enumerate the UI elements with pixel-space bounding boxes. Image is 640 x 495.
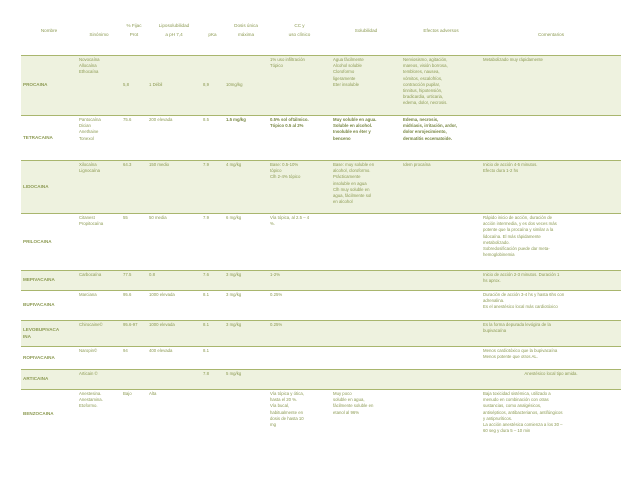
adverse-effects-cell: [401, 370, 481, 390]
drug-name: LEVOBUPIVACA INA: [21, 321, 77, 347]
table-row: [21, 214, 621, 271]
clinical-use-cell: [268, 370, 331, 390]
solubility-cell: Muy soluble en agua. Soluble en alcohol. Insoluble en éter y benceno: [331, 116, 401, 161]
pka-cell: 8,9: [201, 56, 224, 116]
max-dose-cell: 10mg/kg: [224, 56, 268, 116]
adverse-effects-cell: Nerviosismo, agitación, mareos, visión borrosa, temblores, nausea, vómitos, escalofríos, contracción pupilar, tinnitus, hipotensión, bradicardia, urticaria, edema, dolor, necrosis.: [401, 56, 481, 116]
drug-name: ROPIVACAINA: [21, 347, 77, 370]
liposolubility-cell: 200 elevada: [147, 116, 201, 161]
protein-binding-cell: 75.6: [121, 116, 147, 161]
header-efectos: Efectos adversos: [401, 21, 481, 41]
local-anesthetics-table: [21, 21, 621, 438]
pka-cell: 8.1: [201, 291, 224, 321]
synonyms-cell: Citanest Propitocaína: [77, 214, 121, 271]
protein-binding-cell: 95.6: [121, 291, 147, 321]
adverse-effects-cell: [401, 291, 481, 321]
comments-cell: Rápido inicio de acción, duración de acción intermedia, y es dos veces más potente que la procaína y similar a la lidocaína. El más rápidamente metabolizado. Sobredosificación puede dar meta- hemoglobinemia: [481, 214, 621, 271]
header-cc-1: CC y: [268, 21, 331, 31]
pka-cell: 8.1: [201, 321, 224, 347]
liposolubility-cell: 1000 elevada: [147, 291, 201, 321]
table-row: [21, 291, 621, 321]
synonyms-cell: Chirocaine©: [77, 321, 121, 347]
solubility-cell: [331, 271, 401, 291]
drug-name: ARTICAINA: [21, 370, 77, 390]
header-lipo-2: a pH 7,4: [147, 31, 201, 42]
header-nombre: Nombre: [21, 21, 77, 41]
header-solubilidad: Solubilidad: [331, 21, 401, 41]
drug-name: MEPIVACAINA: [21, 271, 77, 291]
solubility-cell: [331, 214, 401, 271]
header-comentarios: Comentarios: [481, 21, 621, 41]
solubility-cell: Base: muy soluble en alcohol, cloroformo. Prácticamente insoluble en agua Clh muy soluble en agua, fácilmente sol en alcohol: [331, 161, 401, 214]
comments-cell: [481, 116, 621, 161]
clinical-use-cell: 1% uso infiltración Tópico: [268, 56, 331, 116]
pka-cell: 7.9: [201, 214, 224, 271]
comments-cell: Inicio de acción 2-3 minutos. Duración 1 hs aprox.: [481, 271, 621, 291]
liposolubility-cell: 400 elevada: [147, 347, 201, 370]
synonyms-cell: Xilocaína Lignocaína: [77, 161, 121, 214]
protein-binding-cell: 5,8: [121, 56, 147, 116]
clinical-use-cell: 0.25%: [268, 321, 331, 347]
protein-binding-cell: 55: [121, 214, 147, 271]
table-body: [21, 56, 621, 438]
comments-cell: Anestésico local tipo amida.: [481, 370, 621, 390]
comments-cell: Baja toxicidad sistémica, utilizado a menudo en combinación con otras sustancias, como analgésicos, antisépticos, antibacterianos, antifúngicos y antipruríticos. La acción anestésica comienza a los 30 – 60 seg y dura 5 – 10 min: [481, 390, 621, 438]
clinical-use-cell: 1-2%: [268, 271, 331, 291]
max-dose-cell: 4 mg/kg: [224, 161, 268, 214]
comments-cell: Es la forma depurada levógira de la bupivacaína: [481, 321, 621, 347]
clinical-use-cell: Vía tópica y ótica, hasta el 20 %. Vía bucal, habitualmente en dosis de hasta 10 mg: [268, 390, 331, 438]
liposolubility-cell: Alta: [147, 390, 201, 438]
drug-name: TETRACAINA: [21, 116, 77, 161]
header-cc-2: uso clínico: [268, 31, 331, 42]
liposolubility-cell: [147, 370, 201, 390]
header-lipo-1: Liposolubilidad: [147, 21, 201, 31]
comments-cell: Duración de acción 3-4 hs y hasta 6hs con adrenalina. Es el anestésico local más cardiotóxico: [481, 291, 621, 321]
protein-binding-cell: [121, 370, 147, 390]
max-dose-cell: 3 mg/kg: [224, 321, 268, 347]
pka-cell: 7.9: [201, 161, 224, 214]
table-row: [21, 271, 621, 291]
solubility-cell: Muy poco soluble en agua, fácilmente soluble en etanol al 96%: [331, 390, 401, 438]
comments-cell: Menos cardiotóxico que la bupivacaína Menos potente que otros AL.: [481, 347, 621, 370]
synonyms-cell: Novocaína Allocaína Ethocaína: [77, 56, 121, 116]
adverse-effects-cell: Idem procaína: [401, 161, 481, 214]
synonyms-cell: Marciana: [77, 291, 121, 321]
drug-name: LIDOCAINA: [21, 161, 77, 214]
protein-binding-cell: 77.5: [121, 271, 147, 291]
max-dose-cell: 3 mg/kg: [224, 291, 268, 321]
table-header: [21, 21, 621, 56]
max-dose-cell: 5 mg/kg: [224, 370, 268, 390]
liposolubility-cell: 0.8: [147, 271, 201, 291]
header-dosis-2: máxima: [224, 31, 268, 42]
drug-name: PRILOCAINA: [21, 214, 77, 271]
table-row: [21, 347, 621, 370]
table-row: [21, 321, 621, 347]
header-fijac-2: Prot: [121, 31, 147, 42]
solubility-cell: [331, 291, 401, 321]
comments-cell: Inicio de acción 4-5 minutos. Efecto dura 1-2 hs: [481, 161, 621, 214]
synonyms-cell: Anestesina. Anestamina. Etoformo.: [77, 390, 121, 438]
clinical-use-cell: Vía tópica, al 2.5 – 4 %.: [268, 214, 331, 271]
table-row: [21, 116, 621, 161]
max-dose-cell: 3 mg/kg: [224, 271, 268, 291]
clinical-use-cell: 0.25%: [268, 291, 331, 321]
header-sinonimo: Sinónimo: [77, 31, 121, 42]
synonyms-cell: Articain ©: [77, 370, 121, 390]
synonyms-cell: Carbocaína: [77, 271, 121, 291]
pka-cell: 7.6: [201, 271, 224, 291]
pka-cell: 7.8: [201, 370, 224, 390]
max-dose-cell: 6 mg/kg: [224, 214, 268, 271]
solubility-cell: [331, 321, 401, 347]
liposolubility-cell: 150 medio: [147, 161, 201, 214]
solubility-cell: [331, 370, 401, 390]
drug-name: PROCAINA: [21, 56, 77, 116]
protein-binding-cell: 64.3: [121, 161, 147, 214]
protein-binding-cell: 95.6-97: [121, 321, 147, 347]
max-dose-cell: [224, 390, 268, 438]
pka-cell: 8.1: [201, 347, 224, 370]
adverse-effects-cell: [401, 271, 481, 291]
header-pka: pKa: [201, 31, 224, 42]
adverse-effects-cell: [401, 347, 481, 370]
pka-cell: [201, 390, 224, 438]
header-dosis-1: Dosis única: [224, 21, 268, 31]
protein-binding-cell: 94: [121, 347, 147, 370]
drug-name: BUPIVACAINA: [21, 291, 77, 321]
liposolubility-cell: 1 Débil: [147, 56, 201, 116]
clinical-use-cell: Base: 0.5-10% tópico Clh 2-4% tópico: [268, 161, 331, 214]
table-row: [21, 390, 621, 438]
table-row: [21, 56, 621, 116]
solubility-cell: Agua fácilmente Alcohol soluble Cloroformo ligeramente Eter insoluble: [331, 56, 401, 116]
liposolubility-cell: 50 media: [147, 214, 201, 271]
adverse-effects-cell: [401, 214, 481, 271]
synonyms-cell: Pantocaína Dician Anethaine Tonexol: [77, 116, 121, 161]
header-fijac-1: % Fijac: [121, 21, 147, 31]
table-row: [21, 161, 621, 214]
clinical-use-cell: 0.5% sol oftálmico. Tópico 0.5 al 2%: [268, 116, 331, 161]
solubility-cell: [331, 347, 401, 370]
max-dose-cell: 1.5 mg/kg: [224, 116, 268, 161]
synonyms-cell: Naropin©: [77, 347, 121, 370]
clinical-use-cell: [268, 347, 331, 370]
adverse-effects-cell: [401, 321, 481, 347]
liposolubility-cell: 1000 elevada: [147, 321, 201, 347]
adverse-effects-cell: Edema, necrosis, midriasis, irritación, ardor, dolor enrojecimiento, dermatitis eccematoide.: [401, 116, 481, 161]
drug-name: BENZOCAINA: [21, 390, 77, 438]
protein-binding-cell: Bajo: [121, 390, 147, 438]
max-dose-cell: [224, 347, 268, 370]
table-row: [21, 370, 621, 390]
pharmacology-table-page: [21, 21, 621, 482]
comments-cell: Metabolizado muy rápidamente: [481, 56, 621, 116]
adverse-effects-cell: [401, 390, 481, 438]
pka-cell: 8.5: [201, 116, 224, 161]
